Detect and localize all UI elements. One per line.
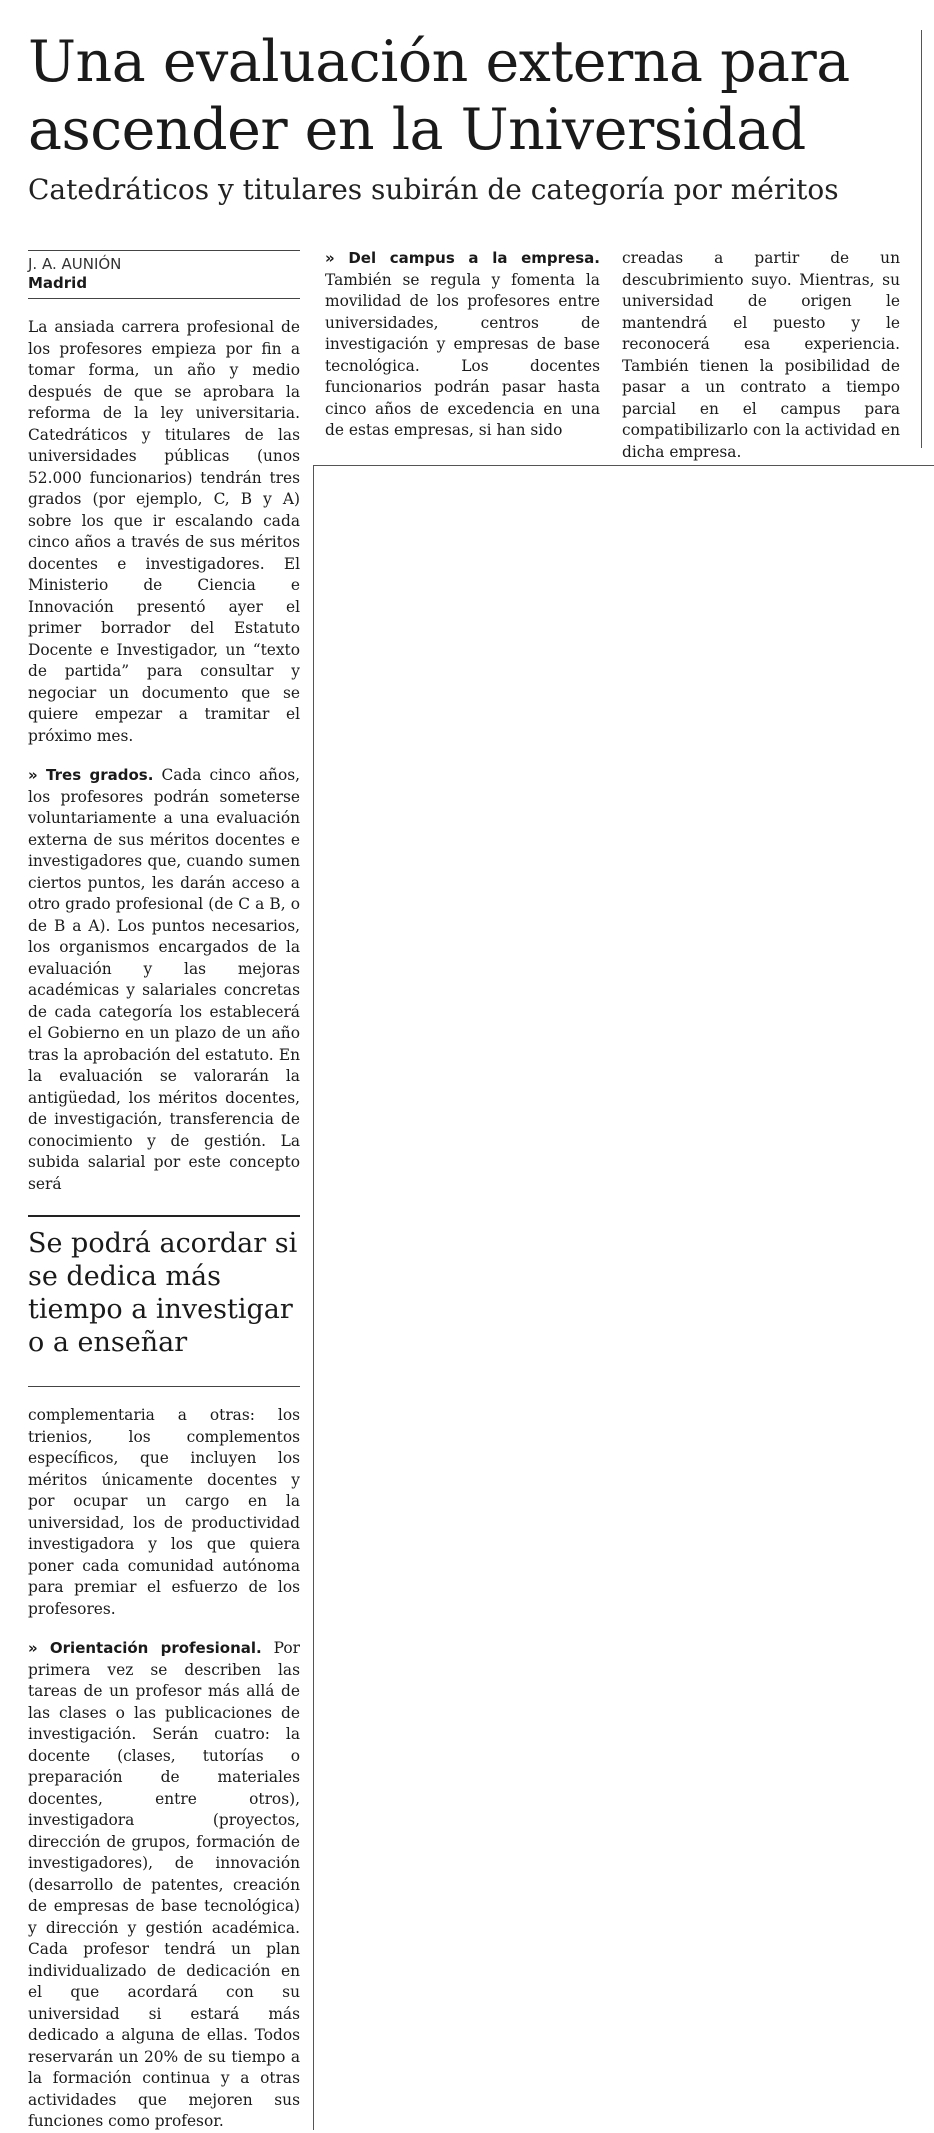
byline-author: J. A. AUNIÓN <box>28 255 122 273</box>
section-text-del-campus: También se regula y fomenta la movilidad de los profesores entre universidades, centros de investigación y empresas de base tecnológica. Los docentes funcionarios podrán pasar hasta cinco años de excedencia en una de estas empresas, si han sido <box>325 270 600 439</box>
column-divider-right <box>921 30 922 448</box>
article-column-1 <box>28 317 300 1195</box>
section-divider-horizontal <box>313 465 934 466</box>
headline: Una evaluación externa para ascender en la Universidad <box>28 29 850 163</box>
subheadline: Catedráticos y titulares subirán de categoría por méritos <box>28 173 839 206</box>
pull-quote <box>28 1215 300 1387</box>
byline <box>28 250 300 299</box>
article-column-2 <box>325 248 600 442</box>
section-text-orientacion: Por primera vez se describen las tareas de un profesor más allá de las clases o las publicaciones de investigación. Serán cuatro: la docente (clases, tutorías o preparación de materiales docentes, entre otros), investigadora (proyectos, dirección de grupos, formación de investigadores), de innovación (desarrollo de patentes, creación de empresas de base tecnológica) y dirección y gestión académica. Cada profesor tendrá un plan individualizado de dedicación en el que acordará con su universidad si estará más dedicado a alguna de ellas. Todos reservarán un 20% de su tiempo a la formación continua y a otras actividades que mejoren sus funciones como profesor. <box>28 1639 300 2130</box>
section-tres-grados <box>28 765 300 1195</box>
section-divider-vertical <box>313 465 314 2130</box>
pull-quote-text: Se podrá acordar si se dedica más tiempo a investigar o a enseñar <box>28 1228 298 1358</box>
section-del-campus <box>325 248 600 442</box>
article-column-1-continued <box>28 1405 300 2133</box>
section-lead-orientacion: » Orientación profesional. <box>28 1639 262 1657</box>
section-lead-tres-grados: » Tres grados. <box>28 766 154 784</box>
column-3-text: creadas a partir de un descubrimiento suyo. Mientras, su universidad de origen le mantendrá el puesto y le reconocerá esa experiencia. También tienen la posibilidad de pasar a un contrato a tiempo parcial en el campus para compatibilizarlo con la actividad en dicha empresa. <box>622 249 900 461</box>
complementary-paragraph: complementaria a otras: los trienios, los complementos específicos, que incluyen los méritos únicamente docentes y por ocupar un cargo en la universidad, los de productividad investigadora y los que quiera poner cada comunidad autónoma para premiar el esfuerzo de los profesores. <box>28 1406 300 1618</box>
section-lead-del-campus: » Del campus a la empresa. <box>325 249 600 267</box>
blank-area <box>314 466 934 2130</box>
section-orientacion-profesional <box>28 1638 300 2133</box>
article-column-3 <box>622 248 900 463</box>
section-text-tres-grados: Cada cinco años, los profesores podrán someterse voluntariamente a una evaluación externa de sus méritos docentes e investigadores que, cuando sumen ciertos puntos, les darán acceso a otro grado profesional (de C a B, o de B a A). Los puntos necesarios, los organismos encargados de la evaluación y las mejoras académicas y salariales concretas de cada categoría los establecerá el Gobierno en un plazo de un año tras la aprobación del estatuto. En la evaluación se valorarán la antigüedad, los méritos docentes, de investigación, transferencia de conocimiento y de gestión. La subida salarial por este concepto será <box>28 766 300 1193</box>
intro-paragraph: La ansiada carrera profesional de los profesores empieza por fin a tomar forma, un año y medio después de que se aprobara la reforma de la ley universitaria. Catedráticos y titulares de las universidades públicas (unos 52.000 funcionarios) tendrán tres grados (por ejemplo, C, B y A) sobre los que ir escalando cada cinco años a través de sus méritos docentes e investigadores. El Ministerio de Ciencia e Innovación presentó ayer el primer borrador del Estatuto Docente e Investigador, un “texto de partida” para consultar y negociar un documento que se quiere empezar a tramitar el próximo mes. <box>28 318 300 745</box>
byline-city: Madrid <box>28 274 300 299</box>
